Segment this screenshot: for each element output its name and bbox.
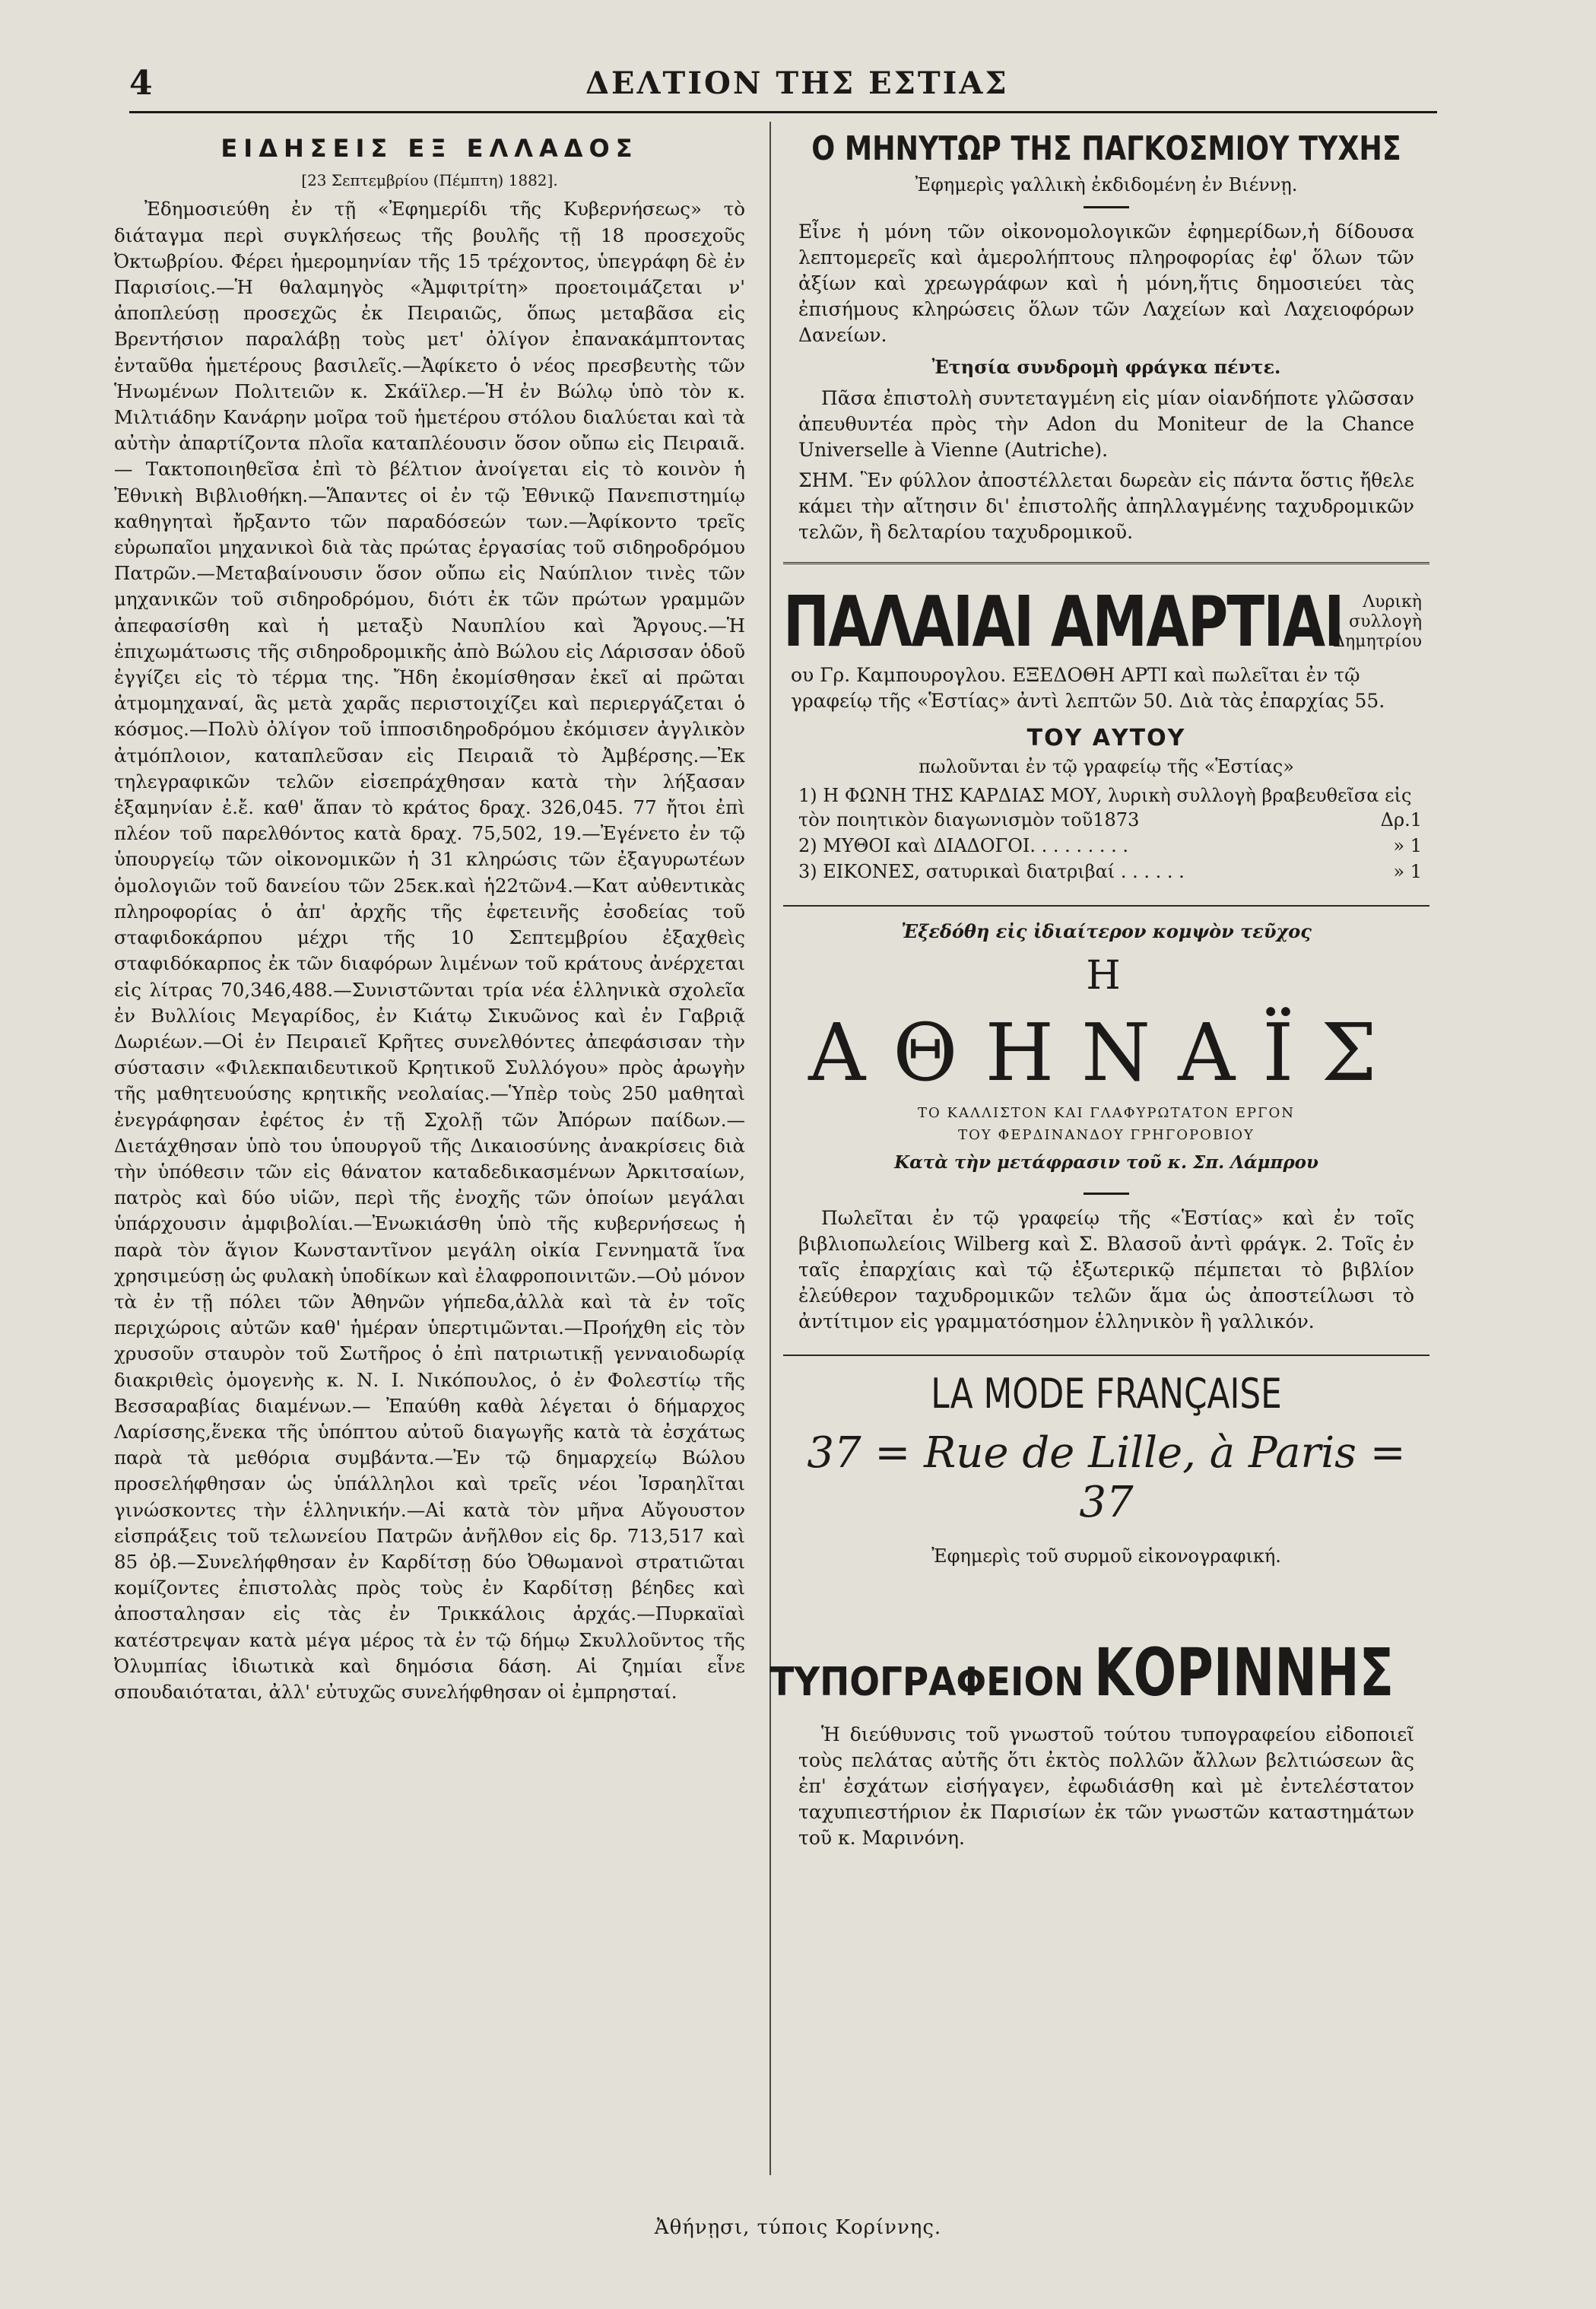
minytor-subscription: Ἐτησία συνδρομὴ φράγκα πέντε. [931,356,1281,378]
book-text: 3) ΕΙΚΟΝΕΣ, σατυρικαὶ διατριβαί . . . . . . [798,861,1185,882]
minytor-title: Ο ΜΗΝΥΤΩΡ ΤΗΣ ΠΑΓΚΟΣΜΙΟΥ ΤΥΧΗΣ [811,129,1401,168]
typography-heading [769,1635,1429,1711]
header-rule [129,111,1437,113]
mode-subtitle: Ἐφημερὶς τοῦ συρμοῦ εἰκονογραφική. [931,1545,1281,1567]
book-item [798,834,1422,858]
minytor-subtitle: Ἐφημερὶς γαλλικὴ ἐκδιδομένη ἐν Βιέννῃ. [915,174,1298,195]
athenais-sub-2: ΤΟΥ ΦΕΡΔΙΝΑΝΔΟΥ ΓΡΗΓΟΡΟΒΙΟΥ [958,1127,1255,1143]
section-rule [783,1355,1429,1356]
palaiai-text: ου Γρ. Καμπουρογλου. ΕΞΕΔΟΘΗ ΑΡΤΙ καὶ πωλεῖται ἐν τῷ γραφείῳ τῆς «Ἑστίας» ἀντὶ λεπτῶν 50. Διὰ τὰς ἐπαρχίας 55. [791,664,1385,712]
athenais-title: ΑΘΗΝΑΪΣ [808,1006,1404,1099]
news-date: [23 Σεπτεμβρίου (Πέμπτη) 1882]. [301,171,558,190]
athenais-intro: Ἐξεδόθη εἰς ἰδιαίτερον κομψὸν τεῦχος [901,920,1312,942]
page-number: 4 [129,64,153,103]
book-item [798,859,1422,884]
book-price: Δρ.1 [1380,809,1422,831]
minytor-para-2: Πᾶσα ἐπιστολὴ συντεταγμένη εἰς μίαν οἱανδήποτε γλῶσσαν ἀπευθυντέα πρὸς τὴν Adon du Moniteur de la Chance Universelle à Vienne (Autriche). [798,387,1414,461]
book-text: 1) Η ΦΩΝΗ ΤΗΣ ΚΑΡΔΙΑΣ ΜΟΥ, λυρικὴ συλλογὴ βραβευθεῖσα εἰς τὸν ποιητικὸν διαγωνισμὸν τοῦ1873 [798,785,1412,831]
column-divider [769,122,771,2175]
minytor-para-1: Εἶνε ἡ μόνη τῶν οἰκονομολογικῶν ἐφημερίδων,ἡ δίδουσα λεπτομερεῖς καὶ ἀμερολήπτους πληροφορίας ἐφ' ὅλων τῶν ἀξίων καὶ χρεωγράφων καὶ ἡ μόνη,ἥτις δημοσιεύει τὰς ἐπισήμους κληρώσεις ὅλων τῶν Λαχείων καὶ Λαχειοφόρων Δανείων. [798,221,1414,346]
tou-autou-heading: ΤΟΥ ΑΥΤΟΥ [1026,725,1186,751]
news-body: Ἐδημοσιεύθη ἐν τῇ «Ἐφημερίδι τῆς Κυβερνήσεως» τὸ διάταγμα περὶ συγκλήσεως τῆς βουλῆς τῇ 18 προσεχοῦς Ὀκτωβρίου. Φέρει ἡμερομηνίαν τῆς 15 τρέχοντος, ὑπεγράφη δὲ ἐν Παρισίοις.—Ἡ θαλαμηγὸς «Ἀμφιτρίτη» προετοιμάζεται ν' ἀποπλεύσῃ προσεχῶς ἐκ Πειραιῶς, ὅπως μεταβᾶσα εἰς Βρεντήσιον παραλάβῃ τοὺς μετ' ὀλίγον ἐπανακάμπτοντας ἐνταῦθα ἡμετέρους βασιλεῖς.—Ἀφίκετο ὁ νέος πρεσβευτὴς τῶν Ἡνωμένων Πολιτειῶν κ. Σκάϊλερ.—Ἡ ἐν Βώλῳ ὑπὸ τὸν κ. Μιλτιάδην Κανάρην μοῖρα τοῦ ἡμετέρου στόλου διαλύεται καὶ τὰ αὐτὴν ἀπαρτίζοντα πλοῖα καταπλέουσιν ὅσον οὔπω εἰς Πειραιᾶ.— Τακτοποιηθεῖσα ἐπὶ τὸ βέλτιον ἀνοίγεται εἰς τὸ κοινὸν ἡ Ἐθνικὴ Βιβλιοθήκη.—Ἅπαντες οἱ ἐν τῷ Ἐθνικῷ Πανεπιστημίῳ καθηγηταὶ ἤρξαντο τῶν παραδόσεών των.—Ἀφίκοντο τρεῖς εὐρωπαῖοι μηχανικοὶ διὰ τὰς πρώτας ἐργασίας τοῦ σιδηροδρόμου Πατρῶν.—Μεταβαίνουσιν ὅσον οὔπω εἰς Ναύπλιον τινὲς τῶν μηχανικῶν τοῦ σιδηροδρόμου, διότι ἐκ τῶν πρώτων γραμμῶν ἀπεφασίσθη καὶ ἡ μεταξὺ Ναυπλίου καὶ Ἄργους.—Ἡ ἐπιχωμάτωσις τῆς σιδηροδρομικῆς ἀπὸ Βώλου εἰς Λάρισσαν ὁδοῦ ἐγγίζει εἰς τὸ τέρμα της. Ἤδη ἐκομίσθησαν ἐκεῖ αἱ πρῶται ἀτμομηχαναί, ἃς μετὰ χαρᾶς περιστοιχίζει καὶ περιεργάζεται ὁ κόσμος.—Πολὺ ὀλίγον τοῦ ἱπποσιδηροδρόμου ἐκόμισεν ἀγγλικὸν ἀτμόπλοιον, καταπλεῦσαν εἰς Πειραιᾶ τὸ Ἀμβέρσης.—Ἐκ τηλεγραφικῶν τελῶν εἰσεπράχθησαν κατὰ τὴν λήξασαν ἑξαμηνίαν ἐ.ἔ. καθ' ἅπαν τὸ κράτος δραχ. 326,045. 77 ἤτοι ἐπὶ πλέον τοῦ παρελθόντος κατὰ δραχ. 75,502, 19.—Ἐγένετο ἐν τῷ ὑπουργείῳ τῶν οἰκονομικῶν ἡ 31 κληρώσις τῶν ἐξαγυρωτέων ὁμολογιῶν τοῦ δανείου τῶν 25εκ.καὶ ἡ22τῶν4.—Κατ αὐθεντικὰς πληροφορίας ὁ ἀπ' ἀρχῆς τῆς ἐφετεινῆς ἐσοδείας τοῦ σταφιδοκάρπου μέχρι τῆς 10 Σεπτεμβρίου ἐξαχθεὶς σταφιδόκαρπος ἐκ τῶν διαφόρων λιμένων τοῦ κράτους ἀνέρχεται εἰς λίτρας 70,346,488.—Συνιστῶνται τρία νέα ἑλληνικὰ σχολεῖα ἐν Βυλλίοις Μεγαρίδος, ἐν Κιάτῳ Σικυῶνος καὶ ἐν Γαβριᾷ Δωριέων.—Οἱ ἐν Πειραιεῖ Κρῆτες συνελθόντες ἀπεφάσισαν τὴν σύστασιν «Φιλεκπαιδευτικοῦ Κρητικοῦ Συλλόγου» πρὸς ἀρωγὴν τῆς μαθητευούσης κρητικῆς νεολαίας.—Ὑπὲρ τοὺς 250 μαθηταὶ ἐνεγράφησαν ἐφέτος ἐν τῇ Σχολῇ τῶν Ἀπόρων παίδων.—Διετάχθησαν ὑπὸ του ὑπουργοῦ τῆς Δικαιοσύνης ἀνακρίσεις διὰ τὴν ὑπόθεσιν τῶν εἰς θάνατον καταδεδικασμένων Ἀρκιτσαίων, πατρὸς καὶ δύο υἱῶν, περὶ τῆς ἐνοχῆς τῶν ὁποίων μεγάλαι ὑπάρχουσιν ἀμφιβολίαι.—Ἐνωκιάσθη ὑπὸ τῆς κυβερνήσεως ἡ παρὰ τὸν ἅγιον Κωνσταντῖνον μεγάλη οἰκία Γεννηματᾶ ἵνα χρησιμεύσῃ ὡς φυλακὴ ὑποδίκων καὶ ἐλαφροποινιτῶν.—Οὐ μόνον τὰ ἐν τῇ πόλει τῶν Ἀθηνῶν γήπεδα,ἀλλὰ καὶ τὰ ἐν τοῖς περιχώροις αὐτῶν καθ' ἡμέραν ὑπερτιμῶνται.—Προήχθη εἰς τὸν χρυσοῦν σταυρὸν τοῦ Σωτῆρος ὁ ἐπὶ πατριωτικῇ γενναιοδωρίᾳ διακριθεὶς ὁμογενὴς κ. Ν. Ι. Νικόπουλος, ὁ ἐν Φολεστίῳ τῆς Βεσσαραβίας διαμένων.— Ἐπαύθη καθὰ λέγεται ὁ δήμαρχος Λαρίσσης,ἕνεκα τῆς ὑπόπτου αὐτοῦ διαγωγῆς κατὰ τὰ ἐσχάτως παρὰ τὰ μεθόρια συμβάντα.—Ἐν τῷ δημαρχείῳ Βώλου προσελήφθησαν ὡς ὑπάλληλοι καὶ τρεῖς νέοι Ἰσραηλῖται γινώσκοντες τὴν ἑλληνικήν.—Αἱ κατὰ τὸν μῆνα Αὔγουστον εἰσπράξεις τοῦ τελωνείου Πατρῶν ἀνῆλθον εἰς δρ. 713,517 καὶ 85 ὀβ.—Συνελήφθησαν ἐν Καρδίτσῃ δύο Ὀθωμανοὶ στρατιῶται κομίζοντες ἐπιστολὰς πρὸς τοὺς ἐν Καρδίτσῃ βέηδες καὶ ἀποσταλησαν εἰς τὰς ἐν Τρικκάλοις ἀρχάς.—Πυρκαϊαὶ κατέστρεψαν κατὰ μέγα μέρος τὰ ἐν τῷ δήμῳ Σκυλλοῦντος τῆς Ὀλυμπίας ἰδιωτικὰ καὶ δημόσια δάση. Αἱ ζημίαι εἶνε σπουδαιόταται, ἀλλ' εὐτυχῶς συνελήφθησαν οἱ ἐμπρησταί. [114,198,745,1703]
ads-column [769,129,1429,1851]
typography-name: ΚΟΡΙΝΝΗΣ [1094,1635,1395,1711]
palaiai-heading [783,581,1429,662]
tou-autou-sub: πωλοῦνται ἐν τῷ γραφείῳ τῆς «Ἑστίας» [919,756,1294,777]
palaiai-side-note: Λυρικὴ συλλογὴ Δημητρίου [1333,592,1422,651]
section-rule [783,562,1429,564]
page-footer: Ἀθήνῃσι, τύποις Κορίννης. [654,2216,942,2239]
palaiai-title: ΠΑΛΑΙΑΙ ΑΜΑΡΤΙΑΙ [783,581,1344,662]
minytor-para-3: ΣΗΜ. Ἓν φύλλον ἀποστέλλεται δωρεὰν εἰς πάντα ὅστις ἤθελε κάμει τὴν αἴτησιν δι' ἐπιστολῆς ἀπηλλαγμένης ταχυδρομικῶν τελῶν, ἢ δελταρίου ταχυδρομικοῦ. [798,469,1414,543]
book-price: » 1 [1393,861,1422,882]
divider-dash [1084,1193,1129,1195]
athenais-translation: Κατὰ τὴν μετάφρασιν τοῦ κ. Σπ. Λάμπρου [894,1152,1318,1173]
typography-label: ΤΥΠΟΓΡΑΦΕΙΟΝ [769,1659,1084,1705]
masthead-title: ΔΕΛΤΙΟΝ ΤΗΣ ΕΣΤΙΑΣ [585,65,1009,101]
divider-dash [1084,206,1129,208]
athenais-article: Η [1086,953,1127,999]
mode-title: LA MODE FRANÇAISE [931,1370,1282,1418]
athenais-sub-1: ΤΟ ΚΑΛΛΙΣΤΟΝ ΚΑΙ ΓΛΑΦΥΡΩΤΑΤΟΝ ΕΡΓΟΝ [918,1105,1295,1121]
typography-para: Ἡ διεύθυνσις τοῦ γνωστοῦ τούτου τυπογραφείου εἰδοποιεῖ τοὺς πελάτας αὐτῆς ὅτι ἐκτὸς πολλῶν ἄλλων βελτιώσεων ἃς ἐπ' ἐσχάτων εἰσήγαγεν, ἐφωδιάσθη καὶ μὲ ἐντελέστατον ταχυπιεστήριον ἐκ Παρισίων ἐκ τῶν γνωστῶν καταστημάτων τοῦ κ. Μαρινόνη. [798,1723,1414,1849]
book-text: 2) ΜΥΘΟΙ καὶ ΔΙΑΔΟΓΟΙ. . . . . . . . . [798,835,1129,856]
news-title: ΕΙΔΗΣΕΙΣ ΕΞ ΕΛΛΑΔΟΣ [221,134,639,163]
book-item [798,783,1422,832]
section-rule [783,905,1429,907]
news-column [114,135,745,1705]
athenais-para: Πωλεῖται ἐν τῷ γραφείῳ τῆς «Ἑστίας» καὶ ἐν τοῖς βιβλιοπωλείοις Wilberg καὶ Σ. Βλασοῦ ἀντὶ φράγκ. 2. Τοῖς ἐν ταῖς ἐπαρχίαις καὶ τῷ ἐξωτερικῷ πέμπεται τὸ βιβλίον ἐλεύθερον ταχυδρομικῶν τελῶν ἅμα ὡς ἀποστείλωσι τὸ ἀντίτιμον εἰς γραμματόσημον ἑλληνικὸν ἢ γαλλικόν. [798,1207,1414,1332]
book-price: » 1 [1393,835,1422,856]
mode-address: 37 = Rue de Lille, à Paris = 37 [807,1428,1406,1527]
